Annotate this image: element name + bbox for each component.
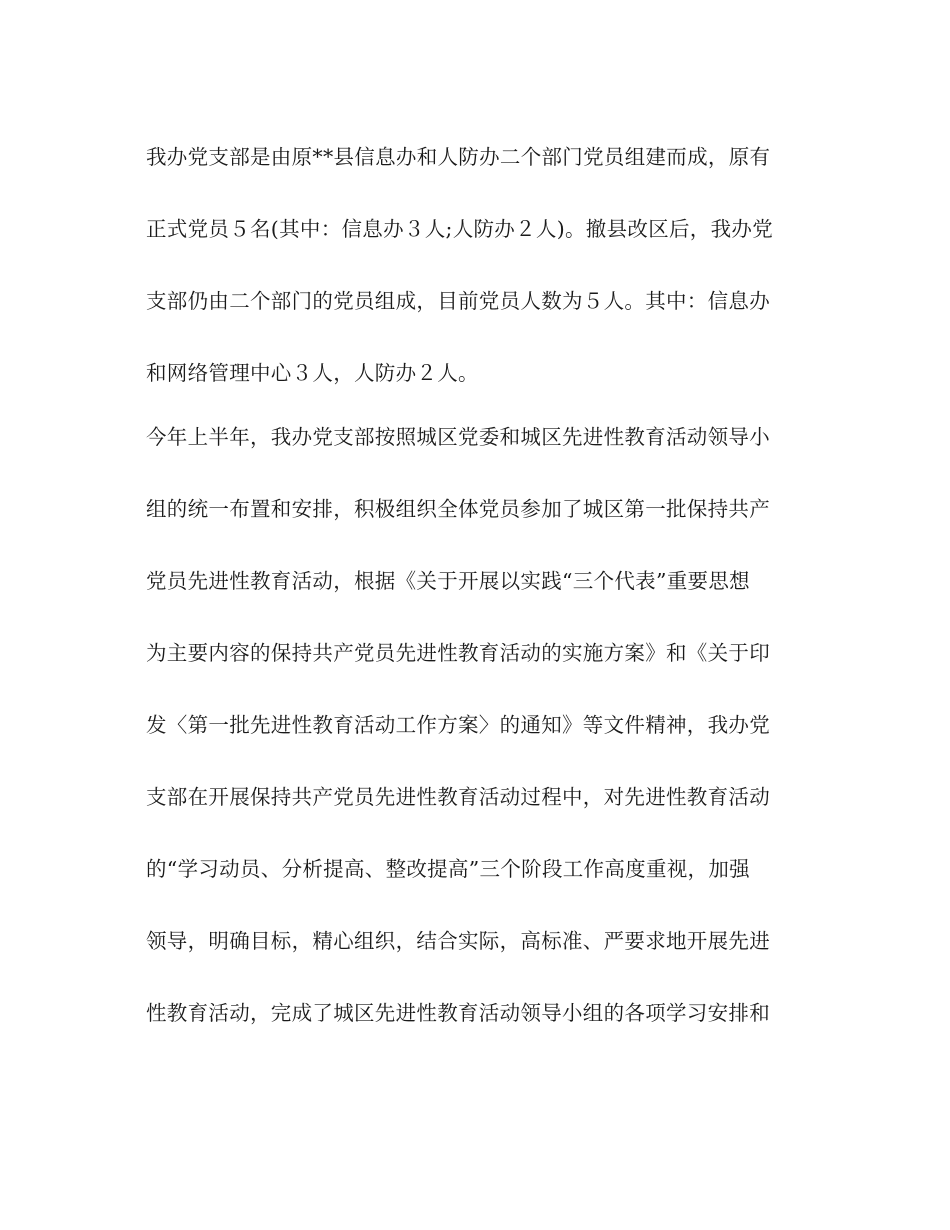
text-line: 支部仍由二个部门的党员组成，目前党员人数为５人。其中：信息办: [146, 289, 770, 313]
text-line: 性教育活动，完成了城区先进性教育活动领导小组的各项学习安排和: [146, 1001, 770, 1025]
text-line: 今年上半年，我办党支部按照城区党委和城区先进性教育活动领导小: [146, 425, 770, 449]
text-line: 我办党支部是由原**县信息办和人防办二个部门党员组建而成，原有: [146, 145, 771, 169]
text-line: 组的统一布置和安排，积极组织全体党员参加了城区第一批保持共产: [146, 497, 770, 521]
text-line: 为主要内容的保持共产党员先进性教育活动的实施方案》和《关于印: [146, 641, 770, 665]
text-line: 正式党员５名(其中：信息办３人;人防办２人)。撤县改区后，我办党: [146, 217, 774, 241]
text-line: 支部在开展保持共产党员先进性教育活动过程中，对先进性教育活动: [146, 785, 770, 809]
text-line: 和网络管理中心３人，人防办２人。: [146, 361, 479, 385]
text-line: 的“学习动员、分析提高、整改提高”三个阶段工作高度重视，加强: [146, 857, 750, 881]
text-line: 党员先进性教育活动，根据《关于开展以实践“三个代表”重要思想: [146, 569, 750, 593]
text-line: 发〈第一批先进性教育活动工作方案〉的通知》等文件精神，我办党: [146, 713, 770, 737]
text-line: 领导，明确目标，精心组织，结合实际，高标准、严要求地开展先进: [146, 929, 770, 953]
